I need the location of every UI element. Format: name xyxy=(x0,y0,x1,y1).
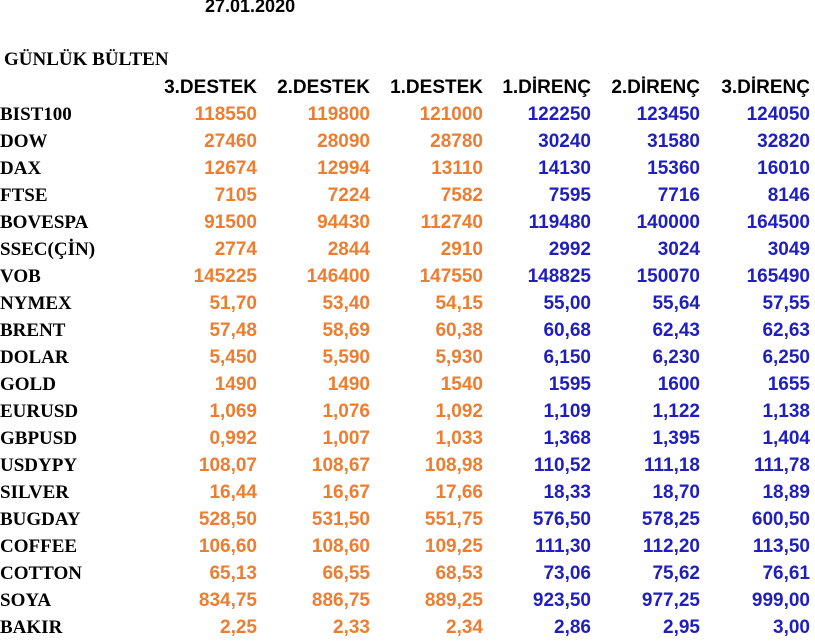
table-row xyxy=(0,344,810,371)
resistance-1-value: 55,00 xyxy=(543,293,591,314)
support-2-value: 146400 xyxy=(306,266,370,287)
instrument-name: BAKIR xyxy=(0,617,63,638)
resistance-1-value: 2992 xyxy=(548,239,591,260)
support-3-value: 1490 xyxy=(214,374,257,395)
header-support-2: 2.DESTEK xyxy=(277,77,370,98)
instrument-name: DOLAR xyxy=(0,347,69,368)
support-1-value: 7582 xyxy=(440,185,483,206)
support-1-value: 147550 xyxy=(419,266,483,287)
resistance-3-value: 1655 xyxy=(767,374,810,395)
instrument-name: NYMEX xyxy=(0,293,72,314)
table-row xyxy=(0,101,810,128)
support-1-value: 54,15 xyxy=(435,293,483,314)
support-3-value: 91500 xyxy=(204,212,257,233)
instrument-name: SSEC(ÇİN) xyxy=(0,239,96,260)
support-1-value: 17,66 xyxy=(435,482,483,503)
table-row xyxy=(0,182,810,209)
support-2-value: 1490 xyxy=(327,374,370,395)
support-3-value: 7105 xyxy=(214,185,257,206)
table-row xyxy=(0,128,810,155)
header-resistance-3: 3.DİRENÇ xyxy=(721,77,810,98)
resistance-3-value: 164500 xyxy=(746,212,810,233)
instrument-name: GOLD xyxy=(0,374,56,395)
table-row xyxy=(0,587,810,614)
resistance-1-value: 110,52 xyxy=(533,455,591,476)
resistance-2-value: 7716 xyxy=(657,185,700,206)
levels-table xyxy=(0,74,810,641)
support-3-value: 106,60 xyxy=(198,536,257,557)
support-3-value: 0,992 xyxy=(209,428,257,449)
support-2-value: 12994 xyxy=(317,158,370,179)
resistance-3-value: 111,78 xyxy=(753,455,810,476)
resistance-1-value: 7595 xyxy=(548,185,591,206)
resistance-2-value: 140000 xyxy=(636,212,700,233)
table-row xyxy=(0,290,810,317)
resistance-3-value: 8146 xyxy=(767,185,810,206)
instrument-name: BUGDAY xyxy=(0,509,81,530)
resistance-3-value: 165490 xyxy=(746,266,810,287)
support-3-value: 65,13 xyxy=(209,563,257,584)
table-row xyxy=(0,317,810,344)
support-2-value: 1,076 xyxy=(322,401,370,422)
resistance-1-value: 111,30 xyxy=(534,536,591,557)
support-3-value: 528,50 xyxy=(198,509,257,530)
support-1-value: 2,34 xyxy=(446,617,483,638)
support-3-value: 108,07 xyxy=(198,455,257,476)
resistance-3-value: 16010 xyxy=(757,158,810,179)
support-2-value: 66,55 xyxy=(322,563,370,584)
resistance-2-value: 18,70 xyxy=(652,482,700,503)
support-2-value: 531,50 xyxy=(311,509,370,530)
support-2-value: 5,590 xyxy=(322,347,370,368)
support-3-value: 12674 xyxy=(204,158,257,179)
resistance-3-value: 124050 xyxy=(746,104,810,125)
resistance-2-value: 1600 xyxy=(657,374,700,395)
support-2-value: 2844 xyxy=(327,239,370,260)
resistance-3-value: 18,89 xyxy=(762,482,810,503)
instrument-name: BRENT xyxy=(0,320,66,341)
instrument-name: BOVESPA xyxy=(0,212,89,233)
support-2-value: 2,33 xyxy=(333,617,370,638)
resistance-3-value: 57,55 xyxy=(762,293,810,314)
table-row xyxy=(0,263,810,290)
resistance-3-value: 600,50 xyxy=(751,509,810,530)
resistance-1-value: 1,368 xyxy=(543,428,591,449)
resistance-2-value: 6,230 xyxy=(652,347,700,368)
table-row xyxy=(0,371,810,398)
support-2-value: 53,40 xyxy=(322,293,370,314)
resistance-3-value: 1,138 xyxy=(762,401,810,422)
instrument-name: BIST100 xyxy=(0,104,72,125)
resistance-2-value: 150070 xyxy=(636,266,700,287)
support-3-value: 27460 xyxy=(204,131,257,152)
resistance-1-value: 14130 xyxy=(538,158,591,179)
support-1-value: 60,38 xyxy=(435,320,483,341)
instrument-name: EURUSD xyxy=(0,401,79,422)
resistance-1-value: 923,50 xyxy=(532,590,591,611)
header-resistance-2: 2.DİRENÇ xyxy=(611,77,700,98)
resistance-2-value: 3024 xyxy=(657,239,700,260)
support-2-value: 1,007 xyxy=(322,428,370,449)
support-2-value: 119800 xyxy=(307,104,370,125)
resistance-1-value: 576,50 xyxy=(532,509,591,530)
resistance-3-value: 76,61 xyxy=(762,563,810,584)
resistance-2-value: 31580 xyxy=(647,131,700,152)
instrument-name: SOYA xyxy=(0,590,52,611)
resistance-3-value: 999,00 xyxy=(751,590,810,611)
support-1-value: 1,092 xyxy=(435,401,483,422)
support-1-value: 889,25 xyxy=(424,590,483,611)
resistance-1-value: 30240 xyxy=(538,131,591,152)
support-2-value: 58,69 xyxy=(322,320,370,341)
resistance-2-value: 2,95 xyxy=(663,617,700,638)
resistance-2-value: 75,62 xyxy=(652,563,700,584)
support-1-value: 1540 xyxy=(440,374,483,395)
support-1-value: 5,930 xyxy=(435,347,483,368)
instrument-name: GBPUSD xyxy=(0,428,78,449)
support-2-value: 108,60 xyxy=(311,536,370,557)
table-row xyxy=(0,452,810,479)
support-3-value: 834,75 xyxy=(198,590,257,611)
header-row xyxy=(0,74,810,101)
resistance-3-value: 6,250 xyxy=(762,347,810,368)
resistance-3-value: 3049 xyxy=(767,239,810,260)
resistance-3-value: 3,00 xyxy=(773,617,810,638)
instrument-name: USDYPY xyxy=(0,455,78,476)
header-support-3: 3.DESTEK xyxy=(164,77,257,98)
instrument-name: FTSE xyxy=(0,185,48,206)
resistance-2-value: 123450 xyxy=(636,104,700,125)
resistance-1-value: 122250 xyxy=(527,104,591,125)
table-row xyxy=(0,560,810,587)
resistance-2-value: 111,18 xyxy=(643,455,700,476)
resistance-2-value: 977,25 xyxy=(641,590,700,611)
instrument-name: DAX xyxy=(0,158,42,179)
support-1-value: 551,75 xyxy=(424,509,483,530)
table-row xyxy=(0,398,810,425)
resistance-1-value: 1,109 xyxy=(543,401,591,422)
support-3-value: 145225 xyxy=(193,266,257,287)
header-resistance-1: 1.DİRENÇ xyxy=(502,77,591,98)
resistance-3-value: 1,404 xyxy=(762,428,810,449)
resistance-1-value: 73,06 xyxy=(543,563,591,584)
support-3-value: 57,48 xyxy=(209,320,257,341)
bulletin-date: 27.01.2020 xyxy=(205,0,296,16)
support-1-value: 108,98 xyxy=(424,455,483,476)
support-2-value: 7224 xyxy=(327,185,370,206)
resistance-2-value: 578,25 xyxy=(641,509,700,530)
resistance-1-value: 2,86 xyxy=(554,617,591,638)
table-row xyxy=(0,614,810,641)
support-2-value: 28090 xyxy=(317,131,370,152)
support-3-value: 2,25 xyxy=(220,617,257,638)
support-2-value: 108,67 xyxy=(311,455,370,476)
instrument-name: VOB xyxy=(0,266,41,287)
support-3-value: 118550 xyxy=(194,104,257,125)
support-2-value: 886,75 xyxy=(311,590,370,611)
support-2-value: 94430 xyxy=(317,212,370,233)
resistance-1-value: 60,68 xyxy=(543,320,591,341)
table-row xyxy=(0,425,810,452)
header-blank-cell xyxy=(0,74,140,101)
resistance-2-value: 112,20 xyxy=(642,536,700,557)
resistance-2-value: 15360 xyxy=(647,158,700,179)
resistance-2-value: 1,122 xyxy=(652,401,700,422)
resistance-3-value: 113,50 xyxy=(752,536,810,557)
support-1-value: 121000 xyxy=(419,104,483,125)
support-1-value: 1,033 xyxy=(435,428,483,449)
support-3-value: 5,450 xyxy=(209,347,257,368)
table-row xyxy=(0,209,810,236)
header-support-1: 1.DESTEK xyxy=(390,77,483,98)
table-row xyxy=(0,236,810,263)
resistance-2-value: 55,64 xyxy=(652,293,700,314)
table-row xyxy=(0,155,810,182)
resistance-1-value: 148825 xyxy=(527,266,591,287)
support-3-value: 1,069 xyxy=(209,401,257,422)
support-3-value: 16,44 xyxy=(209,482,257,503)
table-row xyxy=(0,533,810,560)
instrument-name: COTTON xyxy=(0,563,83,584)
support-3-value: 51,70 xyxy=(209,293,257,314)
resistance-1-value: 1595 xyxy=(548,374,591,395)
support-1-value: 28780 xyxy=(430,131,483,152)
resistance-1-value: 119480 xyxy=(528,212,591,233)
instrument-name: COFFEE xyxy=(0,536,78,557)
support-1-value: 112740 xyxy=(420,212,483,233)
resistance-3-value: 32820 xyxy=(757,131,810,152)
support-3-value: 2774 xyxy=(214,239,257,260)
resistance-3-value: 62,63 xyxy=(762,320,810,341)
support-1-value: 2910 xyxy=(440,239,483,260)
instrument-name: DOW xyxy=(0,131,48,152)
support-1-value: 68,53 xyxy=(435,563,483,584)
bulletin-title: GÜNLÜK BÜLTEN xyxy=(4,49,169,70)
support-1-value: 13110 xyxy=(431,158,483,179)
resistance-2-value: 62,43 xyxy=(652,320,700,341)
support-2-value: 16,67 xyxy=(322,482,370,503)
instrument-name: SILVER xyxy=(0,482,70,503)
resistance-1-value: 6,150 xyxy=(543,347,591,368)
support-1-value: 109,25 xyxy=(424,536,483,557)
table-row xyxy=(0,479,810,506)
table-row xyxy=(0,506,810,533)
resistance-1-value: 18,33 xyxy=(543,482,591,503)
resistance-2-value: 1,395 xyxy=(652,428,700,449)
